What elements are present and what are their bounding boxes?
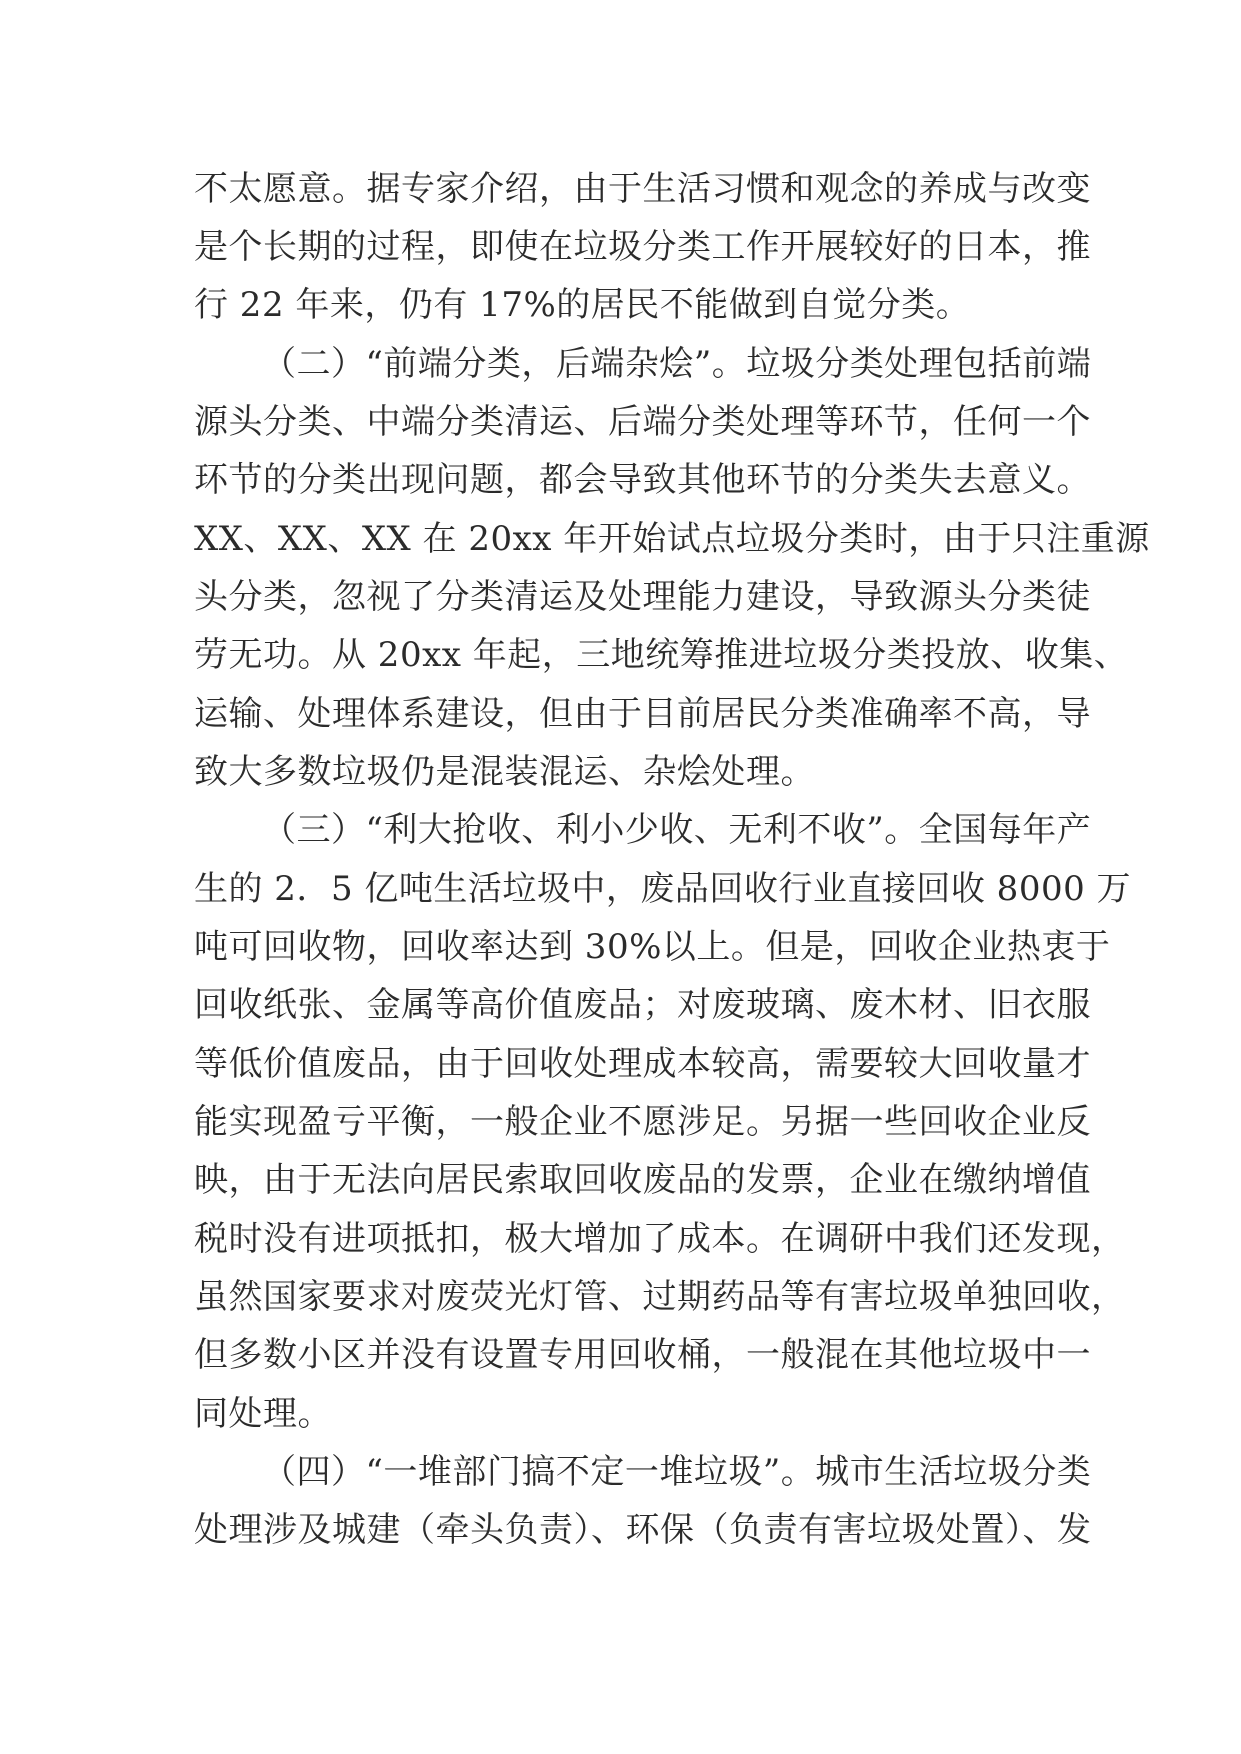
text-line: 吨可回收物，回收率达到 30%以上。但是，回收企业热衷于 bbox=[194, 927, 1111, 967]
paragraph-start-line: （二）“前端分类，后端杂烩”。垃圾分类处理包括前端 bbox=[262, 344, 1092, 384]
text-line: 环节的分类出现问题，都会导致其他环节的分类失去意义。 bbox=[194, 460, 1091, 500]
text-line: 行 22 年来，仍有 17%的居民不能做到自觉分类。 bbox=[194, 285, 971, 325]
text-line: 源头分类、中端分类清运、后端分类处理等环节，任何一个 bbox=[194, 402, 1091, 442]
text-line: 劳无功。从 20xx 年起，三地统筹推进垃圾分类投放、收集、 bbox=[194, 635, 1129, 675]
text-line: 处理涉及城建（牵头负责）、环保（负责有害垃圾处置）、发 bbox=[194, 1510, 1092, 1550]
text-line: 能实现盈亏平衡，一般企业不愿涉足。另据一些回收企业反 bbox=[194, 1102, 1091, 1142]
text-line: 税时没有进项抵扣，极大增加了成本。在调研中我们还发现， bbox=[194, 1219, 1126, 1259]
text-line: 头分类，忽视了分类清运及处理能力建设，导致源头分类徒 bbox=[194, 577, 1091, 617]
text-line: XX、XX、XX 在 20xx 年开始试点垃圾分类时，由于只注重源 bbox=[194, 519, 1150, 559]
text-line: 映，由于无法向居民索取回收废品的发票，企业在缴纳增值 bbox=[194, 1160, 1091, 1200]
text-line: 不太愿意。据专家介绍，由于生活习惯和观念的养成与改变 bbox=[194, 169, 1091, 209]
text-line: 但多数小区并没有设置专用回收桶，一般混在其他垃圾中一 bbox=[194, 1335, 1091, 1375]
paragraph-start-line: （三）“利大抢收、利小少收、无利不收”。全国每年产 bbox=[262, 810, 1092, 850]
text-line: 是个长期的过程，即使在垃圾分类工作开展较好的日本，推 bbox=[194, 227, 1091, 267]
text-line: 同处理。 bbox=[194, 1394, 332, 1434]
text-line: 虽然国家要求对废荧光灯管、过期药品等有害垃圾单独回收， bbox=[194, 1277, 1126, 1317]
text-line: 等低价值废品，由于回收处理成本较高，需要较大回收量才 bbox=[194, 1044, 1091, 1084]
text-line: 回收纸张、金属等高价值废品；对废玻璃、废木材、旧衣服 bbox=[194, 985, 1091, 1025]
paragraph-start-line: （四）“一堆部门搞不定一堆垃圾”。城市生活垃圾分类 bbox=[262, 1452, 1092, 1492]
text-line: 生的 2．5 亿吨生活垃圾中，废品回收行业直接回收 8000 万 bbox=[194, 869, 1132, 909]
text-line: 运输、处理体系建设，但由于目前居民分类准确率不高，导 bbox=[194, 694, 1091, 734]
text-line: 致大多数垃圾仍是混装混运、杂烩处理。 bbox=[194, 752, 815, 792]
